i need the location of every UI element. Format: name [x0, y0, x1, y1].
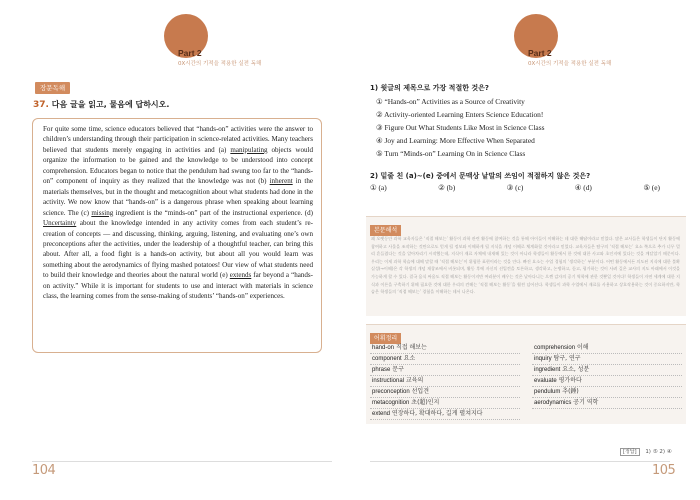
translation-text: 꽤 오랫동안 과학 교육자들은 ‘직접 해보는’ 활동이 과학 관련 활동에 참여하는 것을 통해 아이들이 이해하는 데 대한 해답이라고 믿었다. 많은 교사들은 학생들이 단지 활동에 참여하고 사물을 조작하는 것만으로도 얻게 될 정보와 이해하게 될 지식을 개념 이해로 체계화할 것이라고 믿었다. 교육자들은 탐구의 ‘직접 해보는’ 요소 쪽으로 추가 너무 멀리 흔들렸다는 것을 알아차리기 시작했는데, 지식이 재료 자체에 내재해 있는 것이 아니라 학생들이 활동에서 한 것에 대한 사고와 초인지에 있다는 것을 깨달았기 때문이다. 우리는 이제 과학 학습에 대해 말할 때 ‘직접 해보는’이 위험한 표현이라는 것을 안다. 빠진 요소는 수업 경험의 ‘생각하는’ 부분이다. 어떤 활동에서든 의도된 지식에 대한 불확실성(→이해)은 각 학생의 개념 재창조에서 비롯되며, 활동 후에 자신의 선입견을 토론하고, 생각하고, 논쟁하고, 듣고, 평가하는 것이 사려 깊은 교사의 지도 아래에서 이것을 가능하게 할 수 있다. 결국 음식 싸움도 직접 해보는 활동이지만 여러분이 배우는 것은 날아다니는 으깬 감자의 공기 역학에 관한 것뿐일 것이다! 학생들이 자연 세계에 대한 지식과 이론을 구축하기 위해 필요한 것에 대한 우리의 견해는 ‘직접 해보는 활동’을 훨씬 넘어선다. 학생들이 과학 수업에서 재료를 사용하고 상호작용하는 것이 중요하지만, 학습은 학생들의 ‘직접 해보는’ 경험을 이해하는 데서 나온다.	[371, 236, 680, 295]
question-prompt: 다음 글을 읽고, 물음에 답하시오.	[51, 100, 170, 109]
passage-segment: far beyond a “hands-on activity.” While it is important for students to use and interact with materials in science class, the learning comes from the sense-making of students’ “hands-on” experiences.	[43, 271, 314, 301]
translation-tag: 본문해석	[370, 225, 401, 236]
footer-divider	[32, 461, 332, 462]
passage-segment: objects would organize the information to be gained and the knowledge to be understood into concept comprehension. Educators began to notice that the pendulum had swung too far to the “hands-on” component of inquiry as they realized that the knowledge was not (b)	[43, 145, 313, 186]
option: ① “Hands-on” Activities as a Source of Creativity	[376, 97, 525, 106]
vocab-column-left	[370, 343, 520, 420]
choice: ③ (c)	[506, 183, 524, 192]
page-number: 104	[32, 463, 56, 478]
underlined-word: manipulating	[230, 145, 268, 154]
choice: ④ (d)	[574, 183, 592, 192]
passage-segment: ingredient is the “minds-on” part of the instructional experience. (d)	[113, 208, 314, 217]
underlined-word: inherent	[269, 177, 293, 186]
vocab-row: inquiry 탐구, 연구	[532, 354, 682, 365]
option: ③ Figure Out What Students Like Most in Science Class	[376, 123, 545, 132]
vocab-row: aerodynamics 공기 역학	[532, 398, 682, 409]
choice: ① (a)	[370, 183, 387, 192]
page-header	[150, 8, 350, 72]
option: ④ Joy and Learning: More Effective When Separated	[376, 136, 535, 145]
page-header	[500, 8, 700, 72]
part-subtitle: 0X시간의 기적을 적용한 실전 독해	[528, 61, 612, 67]
vocab-row: phrase 문구	[370, 365, 520, 376]
footer-divider	[370, 461, 670, 462]
part-label: Part 2	[528, 48, 552, 58]
passage-box	[32, 118, 322, 353]
underlined-word: missing	[91, 208, 114, 217]
part-label: Part 2	[178, 48, 202, 58]
page-number: 105	[652, 463, 676, 478]
vocab-row: comprehension 이해	[532, 343, 682, 354]
vocab-row: component 요소	[370, 354, 520, 365]
question-2-title: 2) 밑줄 친 (a)~(e) 중에서 문맥상 낱말의 쓰임이 적절하지 않은 것은?	[370, 172, 591, 180]
vocab-row: ingredient 요소, 성분	[532, 365, 682, 376]
vocab-row: preconception 선입견	[370, 387, 520, 398]
passage-segment: For quite some time, science educators believed that “hands-on” activities were the answer to children’s understanding through their participation in science-related activities. Many teachers believed that students merely engaging in activities and (a)	[43, 125, 313, 154]
option: ⑤ Turn “Minds-on” Learning On in Science Class	[376, 149, 526, 158]
vocab-row: pendulum 추(錘)	[532, 387, 682, 398]
passage-segment: about the knowledge intended in any activity comes from each student’s re-creation of concepts — and discussing, thinking, arguing, listening, and evaluating one’s own preconceptions after the activities, under the leadership of a thoughtful teacher, can bring this about. After all, a food fight is a hands-on activity, but about all you would learn was something about the aerodynamics of flying mashed potatoes! Our view of what students need to build their knowledge and theories about the natural world (e)	[43, 219, 313, 280]
choice: ② (b)	[438, 183, 456, 192]
vocab-tag: 어휘정리	[370, 333, 401, 344]
vocab-row: evaluate 평가하다	[532, 376, 682, 387]
answer-label: [정답]	[620, 448, 640, 456]
question-heading	[33, 99, 169, 110]
part-subtitle: 0X시간의 기적을 적용한 실전 독해	[178, 61, 262, 67]
vocab-grid	[370, 343, 682, 420]
vocab-row: instructional 교육의	[370, 376, 520, 387]
vocab-column-right	[532, 343, 682, 420]
section-tag: 장문독해	[35, 82, 70, 94]
question-1-options	[376, 95, 544, 160]
vocab-box	[366, 324, 686, 424]
question-1-title: 1) 윗글의 제목으로 가장 적절한 것은?	[370, 84, 489, 92]
passage-text	[43, 124, 313, 302]
translation-box	[366, 216, 686, 316]
question-2-choices	[370, 183, 660, 192]
vocab-row: hand-on 직접 해보는	[370, 343, 520, 354]
answer-key	[620, 448, 672, 455]
choice: ⑤ (e)	[643, 183, 660, 192]
vocab-row: extend 연장하다, 확대하다, 길게 펼쳐지다	[370, 409, 520, 420]
passage-segment: in the materials themselves, but in the thought and metacognition about what students had done in the activity. We now know that “hands-on” is a dangerous phrase when speaking about learning science. The (c)	[43, 177, 313, 217]
option: ② Activity-oriented Learning Enters Science Education!	[376, 110, 544, 119]
question-number: 37.	[33, 100, 49, 110]
answer-text: 1) ⑤ 2) ④	[645, 449, 672, 455]
underlined-word: extends	[229, 271, 252, 280]
vocab-row: metacognition 초(超)인지	[370, 398, 520, 409]
underlined-word: Uncertainty	[43, 219, 77, 228]
right-page	[350, 0, 700, 500]
